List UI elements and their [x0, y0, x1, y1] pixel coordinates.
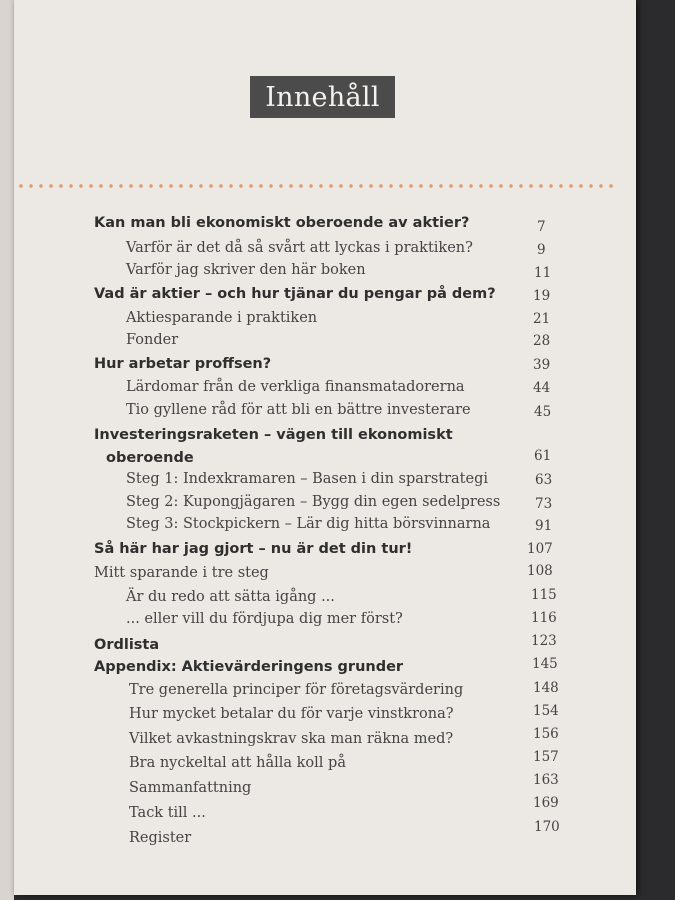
toc-chapter-title: Appendix: Aktievärderingens grunder	[94, 659, 404, 675]
toc-chapter-title-continued: oberoende	[106, 450, 194, 466]
toc-section-title: Hur mycket betalar du för varje vinstkrona?	[129, 706, 454, 722]
toc-section-title: Tre generella principer för företagsvärdering	[129, 682, 464, 698]
toc-page-number: 154	[533, 703, 559, 719]
toc-section-title: ... eller vill du fördjupa dig mer först?	[126, 611, 403, 627]
toc-page-number: 44	[533, 380, 551, 396]
toc-page-number: 39	[533, 357, 551, 373]
toc-section-title: Varför jag skriver den här boken	[126, 262, 366, 278]
toc-page-number: 169	[533, 795, 559, 811]
toc-page-number: 145	[532, 656, 558, 672]
toc-page-number: 45	[534, 404, 552, 420]
toc-page-number: 9	[537, 242, 546, 258]
toc-section-title: Steg 1: Indexkramaren – Basen i din sparstrategi	[126, 471, 488, 487]
toc-chapter-title: Hur arbetar proffsen?	[94, 356, 272, 372]
toc-page-number: 28	[533, 333, 551, 349]
toc-chapter-title: Investeringsraketen – vägen till ekonomiskt	[94, 427, 453, 443]
toc-chapter-title: Ordlista	[94, 637, 160, 653]
toc-chapter-title: Kan man bli ekonomiskt oberoende av aktier?	[94, 215, 470, 231]
toc-page-number: 170	[534, 819, 560, 835]
toc-page-number: 163	[533, 772, 559, 788]
toc-section-title: Lärdomar från de verkliga finansmatadorerna	[126, 379, 465, 395]
toc-section-title: Fonder	[126, 332, 179, 348]
toc-section-title: Aktiesparande i praktiken	[126, 310, 318, 326]
toc-page-number: 61	[534, 448, 552, 464]
toc-page-number: 148	[533, 680, 559, 696]
toc-page-number: 7	[537, 219, 546, 235]
toc-section-title: Är du redo att sätta igång ...	[126, 589, 335, 605]
toc-page-number: 19	[533, 288, 551, 304]
toc-section-title: Steg 2: Kupongjägaren – Bygg din egen sedelpress	[126, 494, 501, 510]
toc-section-title: Varför är det då så svårt att lyckas i praktiken?	[126, 240, 473, 256]
toc-page-number: 157	[533, 749, 559, 765]
toc-section-title: Bra nyckeltal att hålla koll på	[129, 755, 346, 771]
toc-section-title: Vilket avkastningskrav ska man räkna med?	[129, 731, 454, 747]
toc-page-number: 123	[531, 633, 557, 649]
toc-section-title: Register	[129, 830, 192, 846]
toc-section-title: Tack till ...	[129, 805, 206, 821]
toc-page-number: 21	[533, 311, 551, 327]
toc-page-number: 73	[535, 496, 553, 512]
toc-section-title: Sammanfattning	[129, 780, 252, 796]
toc-chapter-title: Mitt sparande i tre steg	[94, 565, 269, 581]
toc-page-number: 156	[533, 726, 559, 742]
toc-section-title: Steg 3: Stockpickern – Lär dig hitta börsvinnarna	[126, 516, 491, 532]
toc-page-number: 11	[534, 265, 552, 281]
toc-page-number: 116	[531, 610, 557, 626]
toc-page-number: 63	[535, 472, 553, 488]
toc-section-title: Tio gyllene råd för att bli en bättre investerare	[126, 402, 471, 418]
page-title: Innehåll	[250, 76, 395, 118]
toc-page-number: 107	[527, 541, 553, 557]
toc-page-number: 91	[535, 518, 553, 534]
toc-page-number: 115	[531, 587, 557, 603]
toc-chapter-title: Så här har jag gjort – nu är det din tur!	[94, 541, 413, 557]
toc-chapter-title: Vad är aktier – och hur tjänar du pengar på dem?	[94, 286, 496, 302]
toc-page-number: 108	[527, 563, 553, 579]
